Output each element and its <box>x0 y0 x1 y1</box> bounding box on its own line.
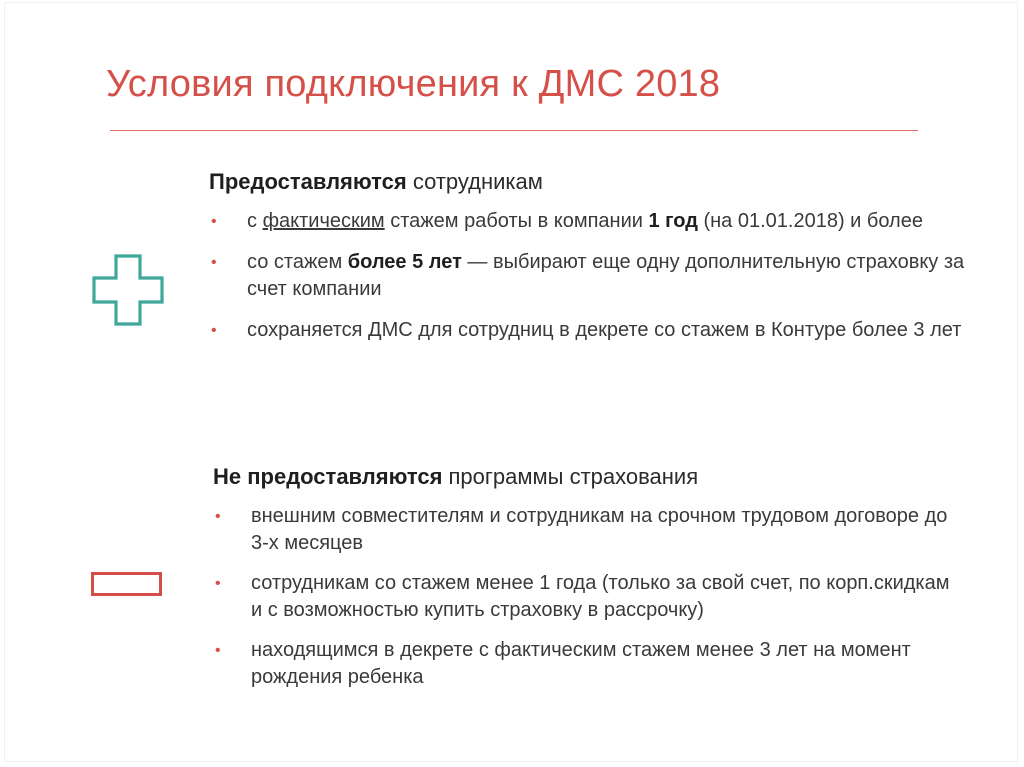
bullet-dot-icon: • <box>215 575 221 592</box>
provided-section <box>209 169 969 358</box>
item-text: сохраняется ДМС для сотрудниц в декрете со стажем в Контуре более 3 лет <box>247 319 962 341</box>
not-provided-heading-rest: программы страхования <box>442 464 699 489</box>
title-divider <box>110 130 918 131</box>
item-text-bold: 1 год <box>648 210 698 232</box>
item-text: сотрудникам со стажем менее 1 года (только за свой счет, по корп.скидкам и с возможностью купить страховку в рассрочку) <box>251 572 950 621</box>
slide-title: Условия подключения к ДМС 2018 <box>106 63 721 105</box>
item-text-post: (на 01.01.2018) и более <box>697 210 923 232</box>
minus-icon <box>91 572 162 596</box>
plus-icon <box>92 254 164 326</box>
item-text: находящимся в декрете с фактическим стажем менее 3 лет на момент рождения ребенка <box>251 639 911 688</box>
bullet-dot-icon: • <box>211 213 217 230</box>
bullet-dot-icon: • <box>215 642 221 659</box>
bullet-dot-icon: • <box>211 322 217 339</box>
item-text-post: — выбирают еще одну дополнительную страховку за счет компании <box>247 251 965 300</box>
item-text-mid: стажем работы в компании <box>384 210 649 232</box>
list-item <box>213 637 953 691</box>
provided-heading-bold: Предоставляются <box>209 169 407 194</box>
bullet-dot-icon: • <box>211 254 217 271</box>
not-provided-list <box>213 503 953 691</box>
provided-heading-rest: сотрудникам <box>406 169 543 194</box>
item-text: внешним совместителям и сотрудникам на срочном трудовом договоре до 3-х месяцев <box>251 505 948 554</box>
item-text-pre: со стажем <box>247 251 348 273</box>
list-item <box>209 317 969 344</box>
item-text-underlined: фактическим <box>262 210 385 232</box>
list-item <box>209 249 969 303</box>
not-provided-section <box>213 464 953 704</box>
item-text-bold: более 5 лет <box>347 251 462 273</box>
list-item <box>213 570 953 624</box>
provided-heading <box>209 169 969 195</box>
item-text-pre: с <box>247 210 263 232</box>
bullet-dot-icon: • <box>215 508 221 525</box>
not-provided-heading-bold: Не предоставляются <box>213 464 443 489</box>
provided-list <box>209 208 969 344</box>
list-item <box>209 208 969 235</box>
not-provided-heading <box>213 464 953 490</box>
list-item <box>213 503 953 557</box>
